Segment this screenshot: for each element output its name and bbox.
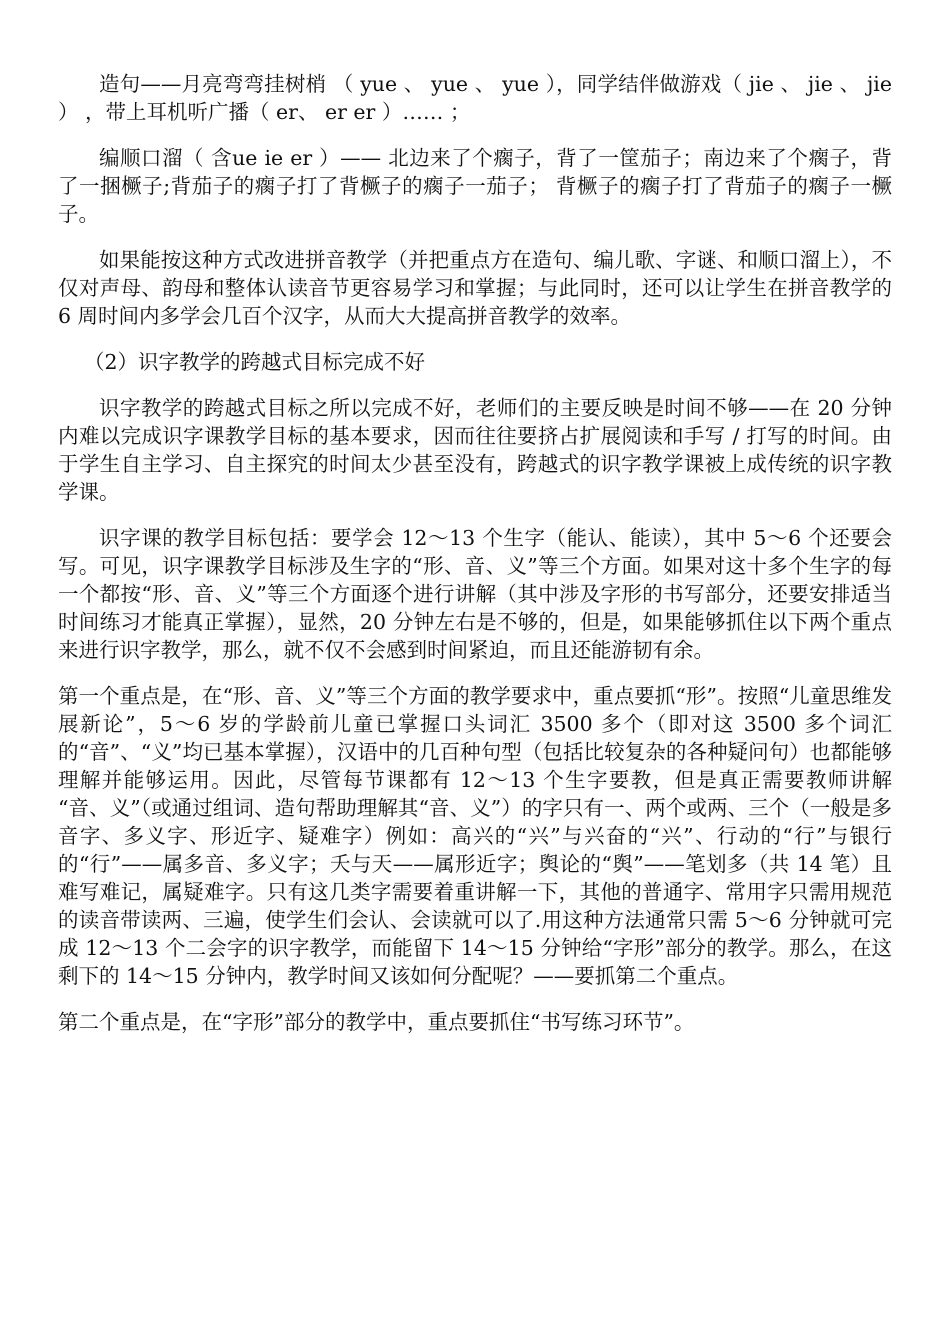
- paragraph-second-focus: 第二个重点是，在“字形”部分的教学中，重点要抓住“书写练习环节”。: [58, 1010, 695, 1034]
- paragraph-pinyin-improvement: 如果能按这种方式改进拼音教学（并把重点方在造句、编儿歌、字谜、和顺口溜上），不仅对声母、韵母和整体认读音节更容易学习和掌握；与此同时，还可以让学生在拼音教学的 6 周时间内多学会几百个汉字，从而大大提高拼音教学的效率。: [58, 248, 892, 328]
- paragraph-literacy-goals: 识字课的教学目标包括：要学会 12～13 个生字（能认、能读），其中 5～6 个还要会写。可见，识字课教学目标涉及生字的“形、音、义”等三个方面。如果对这十多个生字的每一个都按“形、音、义”等三个方面逐个进行讲解（其中涉及字形的书写部分，还要安排适当时间练习才能真正掌握），显然，20 分钟左右是不够的，但是，如果能够抓住以下两个重点来进行识字教学，那么，就不仅不会感到时间紧迫，而且还能游韧有余。: [58, 526, 892, 662]
- document-page: [58, 70, 892, 1054]
- section-heading: （2）识字教学的跨越式目标完成不好: [84, 350, 426, 374]
- paragraph-literacy-problem: 识字教学的跨越式目标之所以完成不好，老师们的主要反映是时间不够——在 20 分钟内难以完成识字课教学目标的基本要求，因而往往要挤占扩展阅读和手写 / 打写的时间。由于学生自主学习、自主探究的时间太少甚至没有，跨越式的识字教学课被上成传统的识字教学课。: [58, 396, 892, 504]
- paragraph-sentence-examples: 造句——月亮弯弯挂树梢 （ yue 、 yue 、 yue ），同学结伴做游戏（ jie 、 jie 、 jie ） ，带上耳机听广播（ er、 er er ）…… ；: [58, 72, 892, 124]
- paragraph-first-focus: 第一个重点是，在“形、音、义”等三个方面的教学要求中，重点要抓“形”。按照“儿童思维发展新论”，5～6 岁的学龄前儿童已掌握口头词汇 3500 多个（即对这 3500 多个词汇的“音”、“义”均已基本掌握），汉语中的几百种句型（包括比较复杂的各种疑问句）也都能够理解并能够运用。因此，尽管每节课都有 12～13 个生字要教，但是真正需要教师讲解 “音、义”（或通过组词、造句帮助理解其“音、义”）的字只有一、两个或两、三个（一般是多音字、多义字、形近字、疑难字）例如：高兴的“兴”与兴奋的“兴”、行动的“行”与银行的“行”——属多音、多义字；夭与天——属形近字；舆论的“舆”——笔划多（共 14 笔）且难写难记，属疑难字。只有这几类字需要着重讲解一下，其他的普通字、常用字只需用规范的读音带读两、三遍，使学生们会认、会读就可以了.用这种方法通常只需 5～6 分钟就可完成 12～13 个二会字的识字教学，而能留下 14～15 分钟给“字形”部分的教学。那么，在这剩下的 14～15 分钟内，教学时间又该如何分配呢？——要抓第二个重点。: [58, 684, 892, 988]
- paragraph-tongue-twister: 编顺口溜（ 含ue ie er ）—— 北边来了个瘸子，背了一筐茄子；南边来了个瘸子，背了一捆橛子;背茄子的瘸子打了背橛子的瘸子一茄子； 背橛子的瘸子打了背茄子的瘸子一橛子。: [58, 146, 892, 226]
